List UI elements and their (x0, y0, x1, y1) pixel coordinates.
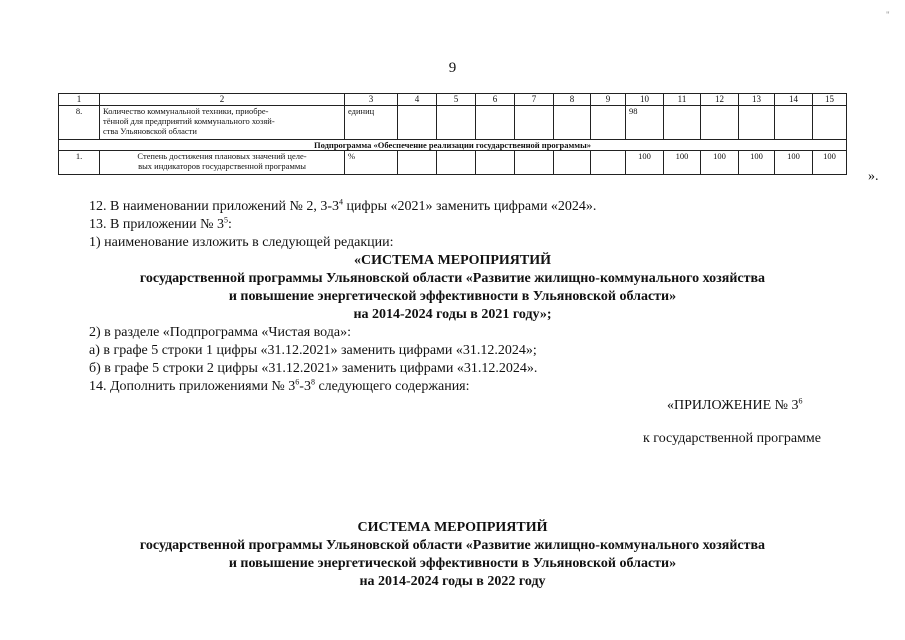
empty-cell (591, 151, 626, 175)
header-cell: 6 (476, 94, 515, 106)
empty-cell (701, 106, 739, 140)
row-name-line: ства Ульяновской области (103, 126, 197, 136)
section-title: Подпрограмма «Обеспечение реализации государственной программы» (59, 140, 847, 151)
paragraph-14: 14. Дополнить приложениями № $3^6-3^8$ следующего содержания: (89, 377, 470, 394)
system-subtitle-line: на 2014-2024 годы в 2021 году»; (353, 307, 552, 322)
system-title-line: на 2014-2024 годы в 2022 году (359, 574, 546, 589)
value-cell: 100 (701, 151, 739, 175)
page-number: 9 (448, 60, 457, 76)
empty-cell (476, 151, 515, 175)
value-cell: 100 (626, 151, 664, 175)
empty-cell (515, 106, 554, 140)
system-title-line: и повышение энергетической эффективности в Ульяновской области» (228, 556, 677, 571)
value-cell: 100 (739, 151, 775, 175)
header-cell: 3 (345, 94, 398, 106)
row-unit: % (345, 151, 398, 175)
row-name-line: Количество коммунальной техники, приобре- (103, 106, 269, 116)
header-cell: 12 (701, 94, 739, 106)
paragraph-b: б) в графе 5 строки 2 цифры «31.12.2021» заменить цифрами «31.12.2024». (89, 361, 538, 376)
system-subtitle-line: государственной программы Ульяновской области «Развитие жилищно-коммунального хозяйства (139, 271, 766, 286)
empty-cell (775, 106, 813, 140)
empty-cell (437, 106, 476, 140)
header-cell: 8 (554, 94, 591, 106)
header-cell: 9 (591, 94, 626, 106)
row-name-line: вых индикаторов государственной программы (138, 161, 306, 171)
empty-cell (813, 106, 847, 140)
header-cell: 5 (437, 94, 476, 106)
system-title-quoted: «СИСТЕМА МЕРОПРИЯТИЙ (353, 253, 552, 268)
section-row (59, 140, 847, 151)
empty-cell (515, 151, 554, 175)
empty-cell (664, 106, 701, 140)
header-cell: 2 (100, 94, 345, 106)
value-cell: 100 (813, 151, 847, 175)
system-subtitle-line: и повышение энергетической эффективности в Ульяновской области» (228, 289, 677, 304)
empty-cell (398, 106, 437, 140)
value-cell: 98 (626, 106, 664, 140)
right-edge-mark: " (886, 10, 890, 20)
header-cell: 4 (398, 94, 437, 106)
system-title-line: государственной программы Ульяновской области «Развитие жилищно-коммунального хозяйства (139, 538, 766, 553)
row-unit: единиц (345, 106, 398, 140)
table-close-quote: ». (868, 169, 879, 184)
empty-cell (554, 106, 591, 140)
empty-cell (554, 151, 591, 175)
empty-cell (476, 106, 515, 140)
table-header-row (59, 94, 847, 106)
appendix-subheading: к государственной программе (643, 431, 821, 446)
value-cell: 100 (775, 151, 813, 175)
paragraph-12: 12. В наименовании приложений № 2, $3-3^4$ цифры «2021» заменить цифрами «2024». (89, 197, 597, 214)
paragraph-a: а) в графе 5 строки 1 цифры «31.12.2021» заменить цифрами «31.12.2024»; (89, 343, 537, 358)
system-title: СИСТЕМА МЕРОПРИЯТИЙ (357, 520, 548, 535)
indicators-table (58, 93, 847, 175)
table-row (59, 151, 847, 175)
header-cell: 10 (626, 94, 664, 106)
row-number: 8. (59, 106, 100, 140)
row-name (100, 106, 345, 140)
row-name (100, 151, 345, 175)
appendix-heading: «ПРИЛОЖЕНИЕ № $3^6$ (667, 396, 803, 413)
paragraph-13-1: 1) наименование изложить в следующей редакции: (89, 235, 394, 250)
header-cell: 15 (813, 94, 847, 106)
header-cell: 1 (59, 94, 100, 106)
header-cell: 13 (739, 94, 775, 106)
paragraph-2: 2) в разделе «Подпрограмма «Чистая вода»: (89, 325, 352, 340)
empty-cell (398, 151, 437, 175)
row-name-line: Степень достижения плановых значений целе- (137, 151, 307, 161)
header-cell: 7 (515, 94, 554, 106)
value-cell: 100 (664, 151, 701, 175)
header-cell: 11 (664, 94, 701, 106)
table-row (59, 106, 847, 140)
empty-cell (591, 106, 626, 140)
paragraph-13: 13. В приложении № $3^5$: (89, 215, 232, 232)
empty-cell (437, 151, 476, 175)
row-number: 1. (59, 151, 100, 175)
row-name-line: тённой для предприятий коммунального хозяй- (103, 116, 275, 126)
header-cell: 14 (775, 94, 813, 106)
empty-cell (739, 106, 775, 140)
